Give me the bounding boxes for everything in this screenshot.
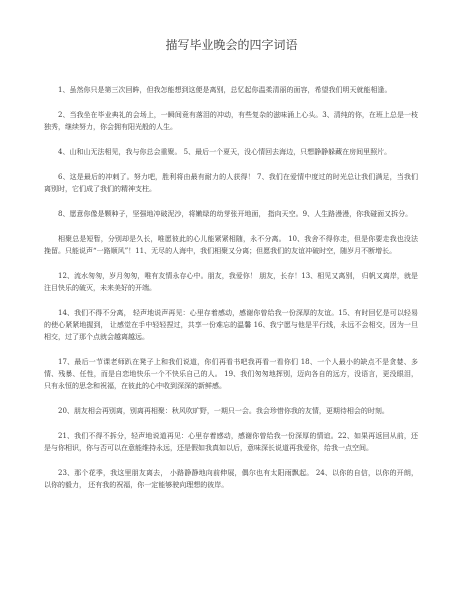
paragraph: 8、愿意你像是颗种子，坚强地冲破泥沙，将嫩绿的幼芽张开地面， 指向天空。9、人生路漫漫，你我碰面又拆分。 (58, 210, 413, 218)
paragraph: 12、流水匆匆，岁月匆匆，唯有友情永存心中。朋友，我爱你！ 朋友，长存！13、相见又离别， 归帆又离岸，就是注目快乐的破灭，未来美好的开端。 (44, 272, 418, 292)
paragraph: 相聚总是短暂，分别却是久长，唯愿彼此的心儿能紧紧相随，永不分离。 10、我舍不得你走，但是你要走我也没法挽留。只能说声“一路顺风”！11、无尽的人海中，我们相聚又分离；但愿我们的友谊冲破时空，随岁月不断增长。 (44, 235, 418, 255)
paragraph: 23、那个花季，我这里朋友离去， 小路静静地向前伸展，偶尔也有太阳雨飘起。 24、以你的自信，以你的开朗， 以你的毅力， 还有我的祝福，你一定能够驶向理想的彼岸。 (44, 469, 418, 489)
paragraph: 4、山和山无法相见，我与你总会重聚。 5、最后一个夏天，没心情回去海边，只想静静躲藏在房间里照片。 (58, 148, 392, 156)
paragraph: 14、我们不得不分离， 轻声地说声再见：心里存着感动，感谢你曾给我一份深厚的友谊。15、有时回忆是可以轻易的使心紧紧地握到， 让感觉在手中轻轻捏过，共享一份难忘的温馨 16、我宁愿与他是平行线，永远不会相交，因为一旦相交，过了那个点就会越离越远。 (44, 309, 418, 341)
paragraph: 17、最后一节课老师趴在凳子上和我们说道，你们再看书吧我再看一看你们 18、一个人最小的缺点不是贪婪、多情、残暴、任性，而是自恋地快乐一个不快乐自己的人。 19、我们匆匆地挥别，迈向各自的远方，没语言，更没眼泪，只有永恒的思念和祝福，在彼此的心中收到深深的新鲜感。 (44, 358, 418, 390)
paragraph: 21、我们不得不拆分，轻声地说道再见：心里存着感动，感谢你曾给我一份深厚的情谊。22、如果再返回从前，还是与你相识，你与否可以在意能维持永远，还是假如我真如以后，意味深长说道再我爱你，给我一点空间。 (44, 432, 418, 452)
document-title: 描写毕业晚会的四字词语 (165, 38, 298, 52)
document-body (44, 84, 418, 504)
paragraph: 1、虽然你只是第三次回眸，但我怎能想到这便是离别，总忆起你温柔清丽的面容，希望我们明天就能相逢。 (58, 86, 392, 94)
paragraph: 2、当我坐在毕业典礼的会场上，一瞬间竟有落泪的冲动，有些复杂的滋味涌上心头。3、清纯的你，在班上总是一枝独秀，继续努力，你会拥有阳光般的人生。 (44, 111, 418, 131)
paragraph: 20、朋友相会再别离，别离再相聚：秋风吹旷野，一期只一会。我会珍惜你我的友情，更期待相会的时刻。 (58, 407, 389, 415)
paragraph: 6、这是最后的冲刺了。努力吧，胜利将由最有耐力的人获得！ 7、我们在爱情中度过的时光总让我们满足，当我们离别时，它们成了我们的精神支柱。 (44, 173, 418, 193)
